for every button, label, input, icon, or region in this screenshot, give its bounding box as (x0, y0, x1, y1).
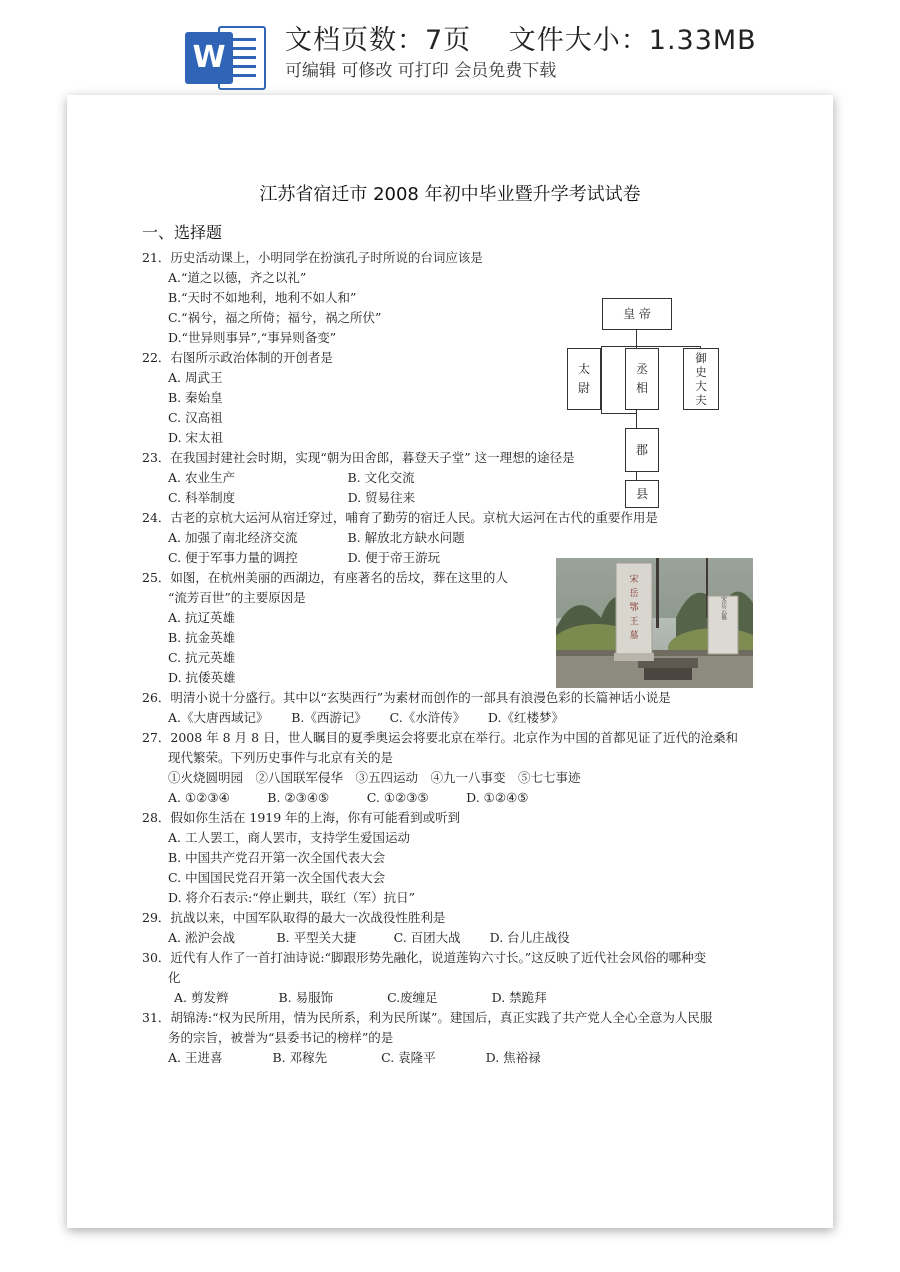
text-line: 30．近代有人作了一首打油诗说:“脚跟形势先融化，说道莲钩六寸长。”这反映了近代社会风俗的哪种变 (142, 950, 707, 965)
text-line: C. 抗元英雄 (168, 650, 236, 665)
yue-fei-tomb-photo (556, 558, 753, 688)
text-line: 26．明清小说十分盛行。其中以“玄奘西行”为素材而创作的一部具有浪漫色彩的长篇神话小说是 (142, 690, 671, 705)
left-stele-char: 王 (629, 617, 639, 627)
chengxiang-char: 丞 (635, 362, 648, 376)
left-stele-char: 墓 (629, 631, 639, 641)
text-line: 27．2008 年 8 月 8 日，世人瞩目的夏季奥运会将要北京在举行。北京作为中国的首都见证了近代的沧桑和 (142, 730, 738, 745)
word-document-icon (185, 24, 265, 94)
jun-label: 郡 (635, 443, 648, 457)
file-features: 可编辑 可修改 可打印 会员免费下载 (285, 61, 557, 81)
yushi-dafu-box (683, 348, 719, 410)
word-letter: W (185, 32, 233, 84)
connector-line (601, 413, 637, 414)
text-line: 29．抗战以来，中国军队取得的最大一次战役性胜利是 (142, 910, 446, 925)
text-line: 23．在我国封建社会时期，实现“朝为田舍郎，暮登天子堂” 这一理想的途径是 (142, 450, 575, 465)
file-info-title: 文档页数：7页 文件大小：1.33MB (285, 25, 757, 56)
text-line: A. 抗辽英雄 (168, 610, 235, 625)
text-line: D.“世异则事异”,“事异则备变” (168, 330, 337, 345)
text-line: A. 加强了南北经济交流 B. 解放北方缺水问题 (168, 530, 465, 545)
text-line: B. 抗金英雄 (168, 630, 236, 645)
exam-title: 江苏省宿迁市 2008 年初中毕业暨升学考试试卷 (259, 184, 641, 205)
text-line: C. 汉高祖 (168, 410, 223, 425)
download-banner (0, 0, 900, 100)
yushi-char: 夫 (695, 393, 707, 407)
connector-line (636, 329, 637, 346)
text-line: 28．假如你生活在 1919 年的上海，你有可能看到或听到 (142, 810, 461, 825)
text-line: A. 周武王 (168, 370, 223, 385)
text-line: 化 (168, 970, 181, 985)
chengxiang-char: 相 (635, 381, 648, 395)
text-line: C. 中国国民党召开第一次全国代表大会 (168, 870, 386, 885)
xian-label: 县 (635, 487, 648, 501)
left-stele-char: 鄂 (629, 603, 639, 613)
text-line: 务的宗旨，被誉为“县委书记的榜样”的是 (168, 1030, 394, 1045)
text-line: 31．胡锦涛:“权为民所用，情为民所系，利为民所谋”。建国后，真正实践了共产党人全心全意为人民服 (142, 1010, 713, 1025)
text-line: A. 淞沪会战 B. 平型关大捷 C. 百团大战 D. 台儿庄战役 (168, 930, 570, 945)
text-line: B. 秦始皇 (168, 390, 223, 405)
text-line: C. 科举制度 D. 贸易往来 (168, 490, 416, 505)
text-line: “流芳百世”的主要原因是 (168, 590, 306, 605)
text-line: A. 工人罢工，商人罢市，支持学生爱国运动 (168, 830, 410, 845)
taiwei-char: 尉 (577, 381, 590, 395)
text-line: B. 中国共产党召开第一次全国代表大会 (168, 850, 386, 865)
text-line: C. 便于军事力量的调控 D. 便于帝王游玩 (168, 550, 441, 565)
text-line: B.“天时不如地利，地利不如人和” (168, 290, 357, 305)
text-line: 现代繁荣。下列历史事件与北京有关的是 (168, 750, 394, 765)
text-line: D. 宋太祖 (168, 430, 224, 445)
text-line: 24．古老的京杭大运河从宿迁穿过，哺育了勤劳的宿迁人民。京杭大运河在古代的重要作用是 (142, 510, 658, 525)
text-line: 25．如图，在杭州美丽的西湖边，有座著名的岳坟，葬在这里的人 (142, 570, 508, 585)
left-stele-char: 宋 (629, 575, 639, 585)
text-line: C.“祸兮，福之所倚；福兮，祸之所伏” (168, 310, 382, 325)
text-line: A. 农业生产 B. 文化交流 (168, 470, 415, 485)
text-line: A. 剪发辫 B. 易服饰 C.废缠足 D. 禁跪拜 (174, 990, 547, 1005)
text-line: A. ①②③④ B. ②③④⑤ C. ①②③⑤ D. ①②④⑤ (168, 790, 529, 805)
text-line: 22．右图所示政治体制的开创者是 (142, 350, 333, 365)
xian-box (625, 480, 659, 508)
left-stele-char: 岳 (629, 589, 639, 599)
tomb-photo-image (556, 558, 753, 688)
jun-box (625, 428, 659, 472)
text-line: A.《大唐西域记》 B.《西游记》 C.《水浒传》 D.《红楼梦》 (168, 710, 564, 725)
text-line: D. 将介石表示:“停止剿共，联红（军）抗日” (168, 890, 416, 905)
yushi-char: 大 (695, 379, 707, 393)
text-line: D. 抗倭英雄 (168, 670, 236, 685)
emperor-box (602, 298, 672, 330)
text-line: 21．历史活动课上，小明同学在扮演孔子时所说的台词应该是 (142, 250, 483, 265)
text-line: A.“道之以德，齐之以礼” (168, 270, 307, 285)
text-line: ①火烧圆明园 ②八国联军侵华 ③五四运动 ④九一八事变 ⑤七七事迹 (168, 770, 581, 785)
connector-line (601, 346, 602, 414)
section-heading: 一、选择题 (142, 223, 223, 242)
chengxiang-box (625, 348, 659, 410)
right-stele-text: 宋岳云墓 (719, 596, 727, 620)
yushi-char: 史 (695, 365, 707, 379)
taiwei-char: 太 (577, 362, 590, 376)
yushi-char: 御 (695, 351, 707, 365)
text-line: A. 王进喜 B. 邓稼先 C. 袁隆平 D. 焦裕禄 (168, 1050, 541, 1065)
taiwei-box (567, 348, 601, 410)
emperor-label: 皇 帝 (623, 307, 651, 321)
connector-line (601, 346, 701, 347)
